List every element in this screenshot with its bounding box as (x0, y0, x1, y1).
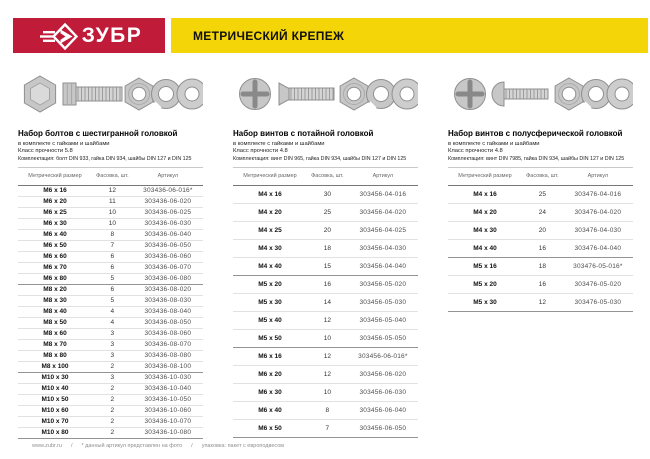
product-table (18, 185, 203, 439)
sku-cell: 303456-04-016 (348, 185, 418, 203)
sku-cell: 303436-08-040 (133, 306, 203, 317)
size-cell: М6 х 16 (18, 185, 92, 196)
sku-cell: 303436-06-025 (133, 207, 203, 218)
size-cell: М5 х 20 (233, 275, 307, 293)
table-body (233, 185, 418, 437)
product-column-pan-head-screws (448, 56, 633, 439)
size-cell: М5 х 40 (233, 311, 307, 329)
product-photo (233, 56, 418, 126)
size-cell: М4 х 30 (233, 239, 307, 257)
product-photo (18, 56, 203, 126)
footer-note-packaging: упаковка: пакет с европодвесом (201, 443, 285, 449)
table-row (18, 361, 203, 372)
table-row (18, 251, 203, 262)
site-url: www.zubr.ru (32, 443, 62, 449)
qty-cell: 24 (522, 203, 563, 221)
qty-cell: 12 (307, 365, 348, 383)
sku-cell: 303456-06-016* (348, 347, 418, 365)
table-row (233, 185, 418, 203)
header-size: Метрический размер (28, 173, 82, 180)
qty-cell: 15 (307, 257, 348, 275)
qty-cell: 10 (92, 218, 133, 229)
size-cell: М10 х 70 (18, 416, 92, 427)
size-cell: М8 х 50 (18, 317, 92, 328)
header-size: Метрический размер (458, 173, 512, 180)
product-column-countersunk-screws (233, 56, 418, 439)
product-photo (448, 56, 633, 126)
strength-class: Класс прочности 4.8 (233, 148, 288, 155)
qty-cell: 10 (307, 383, 348, 401)
qty-cell: 2 (92, 361, 133, 372)
size-cell: М6 х 25 (18, 207, 92, 218)
sku-cell: 303436-08-020 (133, 284, 203, 295)
qty-cell: 16 (522, 275, 563, 293)
qty-cell: 6 (92, 284, 133, 295)
table-row (233, 239, 418, 257)
table-row (448, 203, 633, 221)
kit-description: Комплектация: винт DIN 7985, гайка DIN 934, шайбы DIN 127 и DIN 125 (448, 155, 625, 162)
size-cell: М4 х 40 (233, 257, 307, 275)
sku-cell: 303436-10-070 (133, 416, 203, 427)
page-footer (32, 443, 284, 449)
table-row (18, 207, 203, 218)
size-cell: М8 х 70 (18, 339, 92, 350)
table-row (18, 350, 203, 361)
size-cell: М5 х 16 (448, 257, 522, 275)
product-subtitle: в комплекте с гайками и шайбами (18, 140, 110, 147)
size-cell: М8 х 100 (18, 361, 92, 372)
table-body (18, 185, 203, 438)
sku-cell: 303456-05-020 (348, 275, 418, 293)
header-sku: Артикул (372, 173, 394, 180)
size-cell: М6 х 60 (18, 251, 92, 262)
qty-cell: 20 (522, 221, 563, 239)
size-cell: М8 х 80 (18, 350, 92, 361)
size-cell: М6 х 20 (18, 196, 92, 207)
table-row (233, 401, 418, 419)
table-row (18, 372, 203, 383)
table-row (448, 293, 633, 311)
table-row (18, 383, 203, 394)
sku-cell: 303456-05-050 (348, 329, 418, 347)
table-row (18, 218, 203, 229)
sku-cell: 303436-08-080 (133, 350, 203, 361)
product-info (18, 129, 203, 168)
sku-cell: 303436-08-060 (133, 328, 203, 339)
size-cell: М6 х 80 (18, 273, 92, 284)
product-title: Набор винтов с полусферической головкой (448, 129, 623, 138)
sku-cell: 303476-04-016 (563, 185, 633, 203)
qty-cell: 10 (92, 207, 133, 218)
product-subtitle: в комплекте с гайками и шайбами (448, 140, 540, 147)
kit-description: Комплектация: болт DIN 933, гайка DIN 934, шайбы DIN 127 и DIN 125 (18, 155, 192, 162)
hex-bolt-set-photo (18, 56, 203, 126)
footer-note-article: * данный артикул представлен на фото (81, 443, 183, 449)
sku-cell: 303436-10-080 (133, 427, 203, 438)
footer-separator: / (191, 443, 193, 449)
sku-cell: 303456-04-040 (348, 257, 418, 275)
qty-cell: 4 (92, 317, 133, 328)
size-cell: М6 х 20 (233, 365, 307, 383)
sku-cell: 303456-04-025 (348, 221, 418, 239)
size-cell: М4 х 40 (448, 239, 522, 257)
qty-cell: 5 (92, 295, 133, 306)
size-cell: М8 х 20 (18, 284, 92, 295)
sku-cell: 303436-10-030 (133, 372, 203, 383)
table-row (18, 229, 203, 240)
qty-cell: 25 (522, 185, 563, 203)
table-row (18, 196, 203, 207)
size-cell: М4 х 16 (448, 185, 522, 203)
product-table (448, 185, 633, 312)
sku-cell: 303436-06-050 (133, 240, 203, 251)
table-row (233, 383, 418, 401)
sku-cell: 303436-08-100 (133, 361, 203, 372)
qty-cell: 20 (307, 221, 348, 239)
size-cell: М4 х 25 (233, 221, 307, 239)
sku-cell: 303436-08-050 (133, 317, 203, 328)
sku-cell: 303436-06-016* (133, 185, 203, 196)
sku-cell: 303456-06-050 (348, 419, 418, 437)
qty-cell: 5 (92, 273, 133, 284)
qty-cell: 11 (92, 196, 133, 207)
table-row (448, 185, 633, 203)
qty-cell: 6 (92, 262, 133, 273)
qty-cell: 3 (92, 350, 133, 361)
qty-cell: 3 (92, 339, 133, 350)
sku-cell: 303436-10-040 (133, 383, 203, 394)
header-qty: Фасовка, шт. (96, 173, 129, 180)
table-row (18, 185, 203, 196)
size-cell: М6 х 30 (18, 218, 92, 229)
table-row (18, 306, 203, 317)
header-qty: Фасовка, шт. (526, 173, 559, 180)
table-row (18, 328, 203, 339)
sku-cell: 303476-04-020 (563, 203, 633, 221)
product-table (233, 185, 418, 438)
table-header-row (448, 168, 633, 185)
countersunk-screw-set-photo (233, 56, 418, 126)
sku-cell: 303436-06-020 (133, 196, 203, 207)
qty-cell: 25 (307, 203, 348, 221)
qty-cell: 12 (522, 293, 563, 311)
section-title-band (171, 18, 648, 53)
size-cell: М10 х 30 (18, 372, 92, 383)
strength-class: Класс прочности 5.8 (18, 148, 73, 155)
table-row (18, 405, 203, 416)
table-row (233, 221, 418, 239)
size-cell: М10 х 80 (18, 427, 92, 438)
pan-head-screw-set-photo (448, 56, 633, 126)
size-cell: М5 х 30 (233, 293, 307, 311)
product-title: Набор болтов с шестигранной головкой (18, 129, 178, 138)
table-row (18, 284, 203, 295)
sku-cell: 303436-06-080 (133, 273, 203, 284)
table-row (18, 427, 203, 438)
header-sku: Артикул (587, 173, 609, 180)
size-cell: М6 х 50 (18, 240, 92, 251)
size-cell: М5 х 20 (448, 275, 522, 293)
size-cell: М4 х 20 (233, 203, 307, 221)
size-cell: М6 х 40 (18, 229, 92, 240)
qty-cell: 2 (92, 427, 133, 438)
footer-separator: / (70, 443, 73, 449)
sku-cell: 303436-06-040 (133, 229, 203, 240)
table-row (18, 317, 203, 328)
table-row (233, 365, 418, 383)
sku-cell: 303436-06-070 (133, 262, 203, 273)
size-cell: М4 х 30 (448, 221, 522, 239)
sku-cell: 303476-05-030 (563, 293, 633, 311)
size-cell: М8 х 60 (18, 328, 92, 339)
size-cell: М6 х 70 (18, 262, 92, 273)
sku-cell: 303456-04-020 (348, 203, 418, 221)
product-title: Набор винтов с потайной головкой (233, 129, 374, 138)
sku-cell: 303436-10-050 (133, 394, 203, 405)
qty-cell: 30 (307, 185, 348, 203)
size-cell: М10 х 50 (18, 394, 92, 405)
qty-cell: 16 (307, 275, 348, 293)
header-size: Метрический размер (243, 173, 297, 180)
qty-cell: 18 (522, 257, 563, 275)
sku-cell: 303456-06-020 (348, 365, 418, 383)
table-row (233, 293, 418, 311)
product-column-hex-bolts (18, 56, 203, 439)
sku-cell: 303456-06-040 (348, 401, 418, 419)
product-info (448, 129, 633, 168)
zubr-logo (13, 18, 165, 53)
size-cell: М10 х 40 (18, 383, 92, 394)
qty-cell: 8 (307, 401, 348, 419)
qty-cell: 3 (92, 328, 133, 339)
table-row (448, 221, 633, 239)
table-row (233, 275, 418, 293)
qty-cell: 12 (307, 311, 348, 329)
product-info (233, 129, 418, 168)
table-row (18, 240, 203, 251)
product-subtitle: в комплекте с гайками и шайбами (233, 140, 325, 147)
qty-cell: 2 (92, 394, 133, 405)
qty-cell: 2 (92, 405, 133, 416)
table-header-row (18, 168, 203, 185)
size-cell: М10 х 60 (18, 405, 92, 416)
sku-cell: 303436-06-030 (133, 218, 203, 229)
sku-cell: 303456-04-030 (348, 239, 418, 257)
table-row (233, 311, 418, 329)
sku-cell: 303436-06-060 (133, 251, 203, 262)
qty-cell: 2 (92, 416, 133, 427)
size-cell: М6 х 30 (233, 383, 307, 401)
size-cell: М6 х 50 (233, 419, 307, 437)
size-cell: М6 х 40 (233, 401, 307, 419)
qty-cell: 18 (307, 239, 348, 257)
qty-cell: 6 (92, 251, 133, 262)
table-row (233, 257, 418, 275)
catalog-columns (18, 56, 633, 439)
zubr-arrow-diamond-icon (36, 18, 78, 53)
qty-cell: 4 (92, 306, 133, 317)
qty-cell: 8 (92, 229, 133, 240)
table-row (18, 273, 203, 284)
sku-cell: 303436-08-030 (133, 295, 203, 306)
size-cell: М5 х 30 (448, 293, 522, 311)
qty-cell: 10 (307, 329, 348, 347)
kit-description: Комплектация: винт DIN 965, гайка DIN 934, шайбы DIN 127 и DIN 125 (233, 155, 407, 162)
qty-cell: 12 (92, 185, 133, 196)
page-header (13, 18, 648, 53)
sku-cell: 303456-06-030 (348, 383, 418, 401)
table-row (18, 262, 203, 273)
table-row (448, 257, 633, 275)
qty-cell: 3 (92, 372, 133, 383)
table-row (18, 416, 203, 427)
qty-cell: 14 (307, 293, 348, 311)
strength-class: Класс прочности 4.8 (448, 148, 503, 155)
size-cell: М8 х 40 (18, 306, 92, 317)
qty-cell: 7 (92, 240, 133, 251)
size-cell: М8 х 30 (18, 295, 92, 306)
sku-cell: 303436-08-070 (133, 339, 203, 350)
table-row (18, 295, 203, 306)
table-row (448, 275, 633, 293)
sku-cell: 303476-05-016* (563, 257, 633, 275)
table-row (233, 203, 418, 221)
table-row (233, 347, 418, 365)
table-body (448, 185, 633, 311)
qty-cell: 12 (307, 347, 348, 365)
header-qty: Фасовка, шт. (311, 173, 344, 180)
page-title: МЕТРИЧЕСКИЙ КРЕПЕЖ (193, 28, 345, 43)
table-row (18, 339, 203, 350)
table-row (18, 394, 203, 405)
sku-cell: 303456-05-030 (348, 293, 418, 311)
sku-cell: 303476-04-040 (563, 239, 633, 257)
qty-cell: 7 (307, 419, 348, 437)
size-cell: М4 х 20 (448, 203, 522, 221)
sku-cell: 303476-04-030 (563, 221, 633, 239)
brand-name: ЗУБР (81, 24, 143, 47)
table-row (233, 329, 418, 347)
qty-cell: 2 (92, 383, 133, 394)
table-row (448, 239, 633, 257)
sku-cell: 303456-05-040 (348, 311, 418, 329)
table-row (233, 419, 418, 437)
size-cell: М4 х 16 (233, 185, 307, 203)
sku-cell: 303436-10-060 (133, 405, 203, 416)
size-cell: М5 х 50 (233, 329, 307, 347)
size-cell: М6 х 16 (233, 347, 307, 365)
table-header-row (233, 168, 418, 185)
qty-cell: 16 (522, 239, 563, 257)
sku-cell: 303476-05-020 (563, 275, 633, 293)
header-sku: Артикул (157, 173, 179, 180)
